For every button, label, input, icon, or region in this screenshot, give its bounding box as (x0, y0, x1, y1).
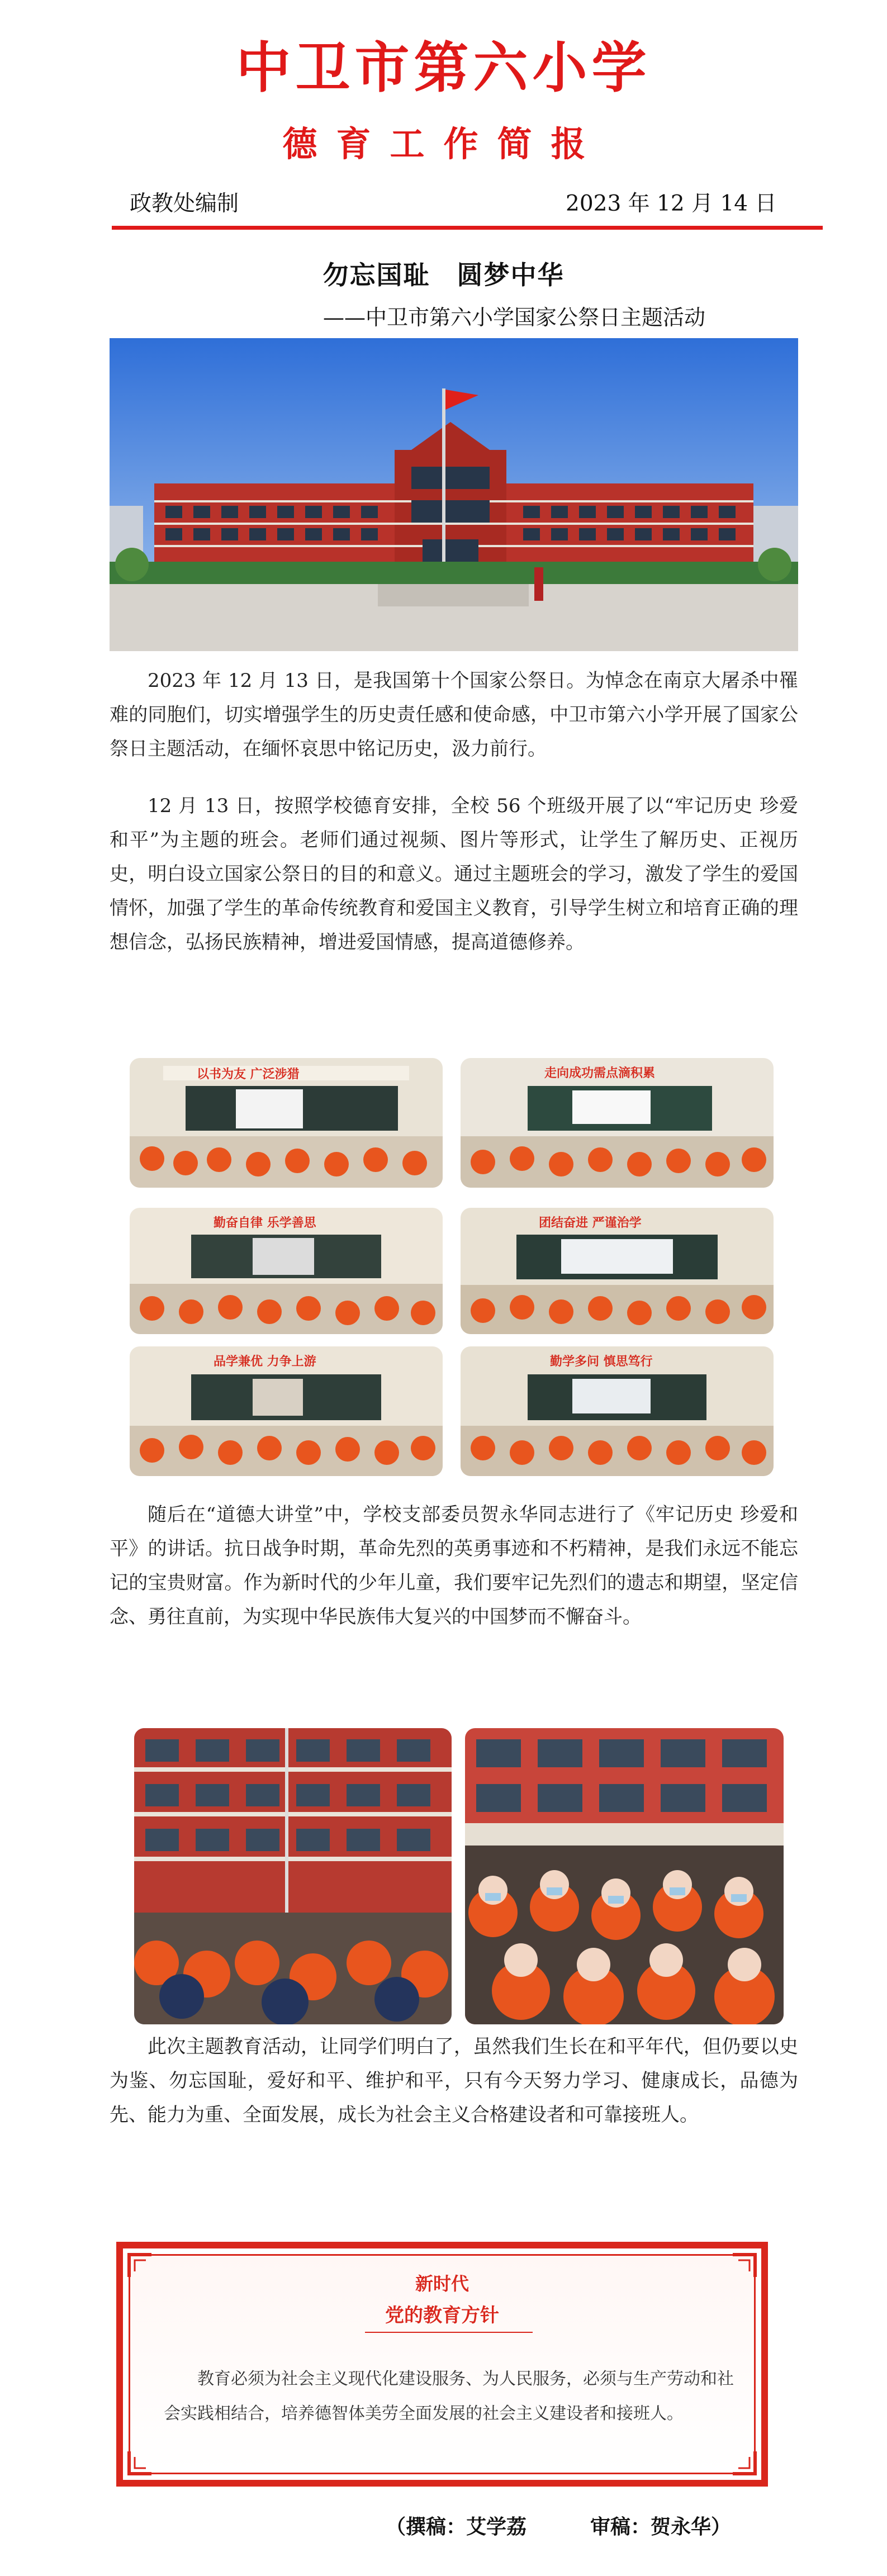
header-divider (112, 226, 823, 230)
classroom-photo-1 (130, 1058, 443, 1188)
issue-date: 2023 年 12 月 14 日 (566, 191, 777, 216)
article-subtitle: ——中卫市第六小学国家公祭日主题活动 (323, 305, 706, 330)
corner-ornament-icon (127, 2449, 154, 2476)
classroom-photo-5 (130, 1346, 443, 1476)
classroom-photo-2 (461, 1058, 774, 1188)
bulletin-name: 德育工作简报 (282, 124, 605, 164)
classroom-banner-1: 以书为友 广泛涉猎 (197, 1068, 300, 1081)
school-name: 中卫市第六小学 (236, 36, 651, 100)
classroom-photo-3 (130, 1208, 443, 1334)
classroom-banner-5: 品学兼优 力争上游 (214, 1355, 316, 1369)
paragraph-2: 12 月 13 日，按照学校德育安排，全校 56 个班级开展了以“牢记历史 珍爱和平”为主题的班会。老师们通过视频、图片等形式，让学生了解历史、正视历史，明白设立国家公祭日的目的和意义。通过主题班会的学习，激发了学生的爱国情怀，加强了学生的革命传统教育和爱国主义教育，引导学生树立和培育正确的理想信念，弘扬民族精神，增进爱国情感，提高道德修养。 (110, 795, 798, 953)
classroom-banner-3: 勤奋自律 乐学善思 (214, 1216, 316, 1230)
education-policy-box (116, 2242, 768, 2487)
credit-reviewer: 审稿：贺永华） (590, 2515, 732, 2539)
classroom-banner-2: 走向成功需点滴积累 (544, 1066, 656, 1080)
corner-ornament-icon (731, 2449, 757, 2476)
policy-heading: 党的教育方针 (385, 2304, 499, 2327)
assembly-photo-left (134, 1728, 452, 2024)
policy-heading-underline (365, 2332, 533, 2333)
policy-inner-border (129, 2254, 756, 2474)
assembly-photo-right (465, 1728, 784, 2024)
credit-writer: （撰稿：艾学荔 (386, 2515, 527, 2539)
paragraph-3: 随后在“道德大讲堂”中，学校支部委员贺永华同志进行了《牢记历史 珍爱和平》的讲话。抗日战争时期，革命先烈的英勇事迹和不朽精神，是我们永远不能忘记的宝贵财富。作为新时代的少年儿童，我们要牢记先烈们的遗志和期望，坚定信念、勇往直前，为实现中华民族伟大复兴的中国梦而不懈奋斗。 (110, 1503, 798, 1628)
paragraph-1: 2023 年 12 月 13 日，是我国第十个国家公祭日。为悼念在南京大屠杀中罹难的同胞们，切实增强学生的历史责任感和使命感，中卫市第六小学开展了国家公祭日主题活动，在缅怀哀思中铭记历史，汲力前行。 (110, 670, 798, 760)
paragraph-4: 此次主题教育活动，让同学们明白了，虽然我们生长在和平年代，但仍要以史为鉴、勿忘国耻，爱好和平、维护和平，只有今天努力学习、健康成长，品德为先、能力为重、全面发展，成长为社会主义合格建设者和可靠接班人。 (110, 2036, 798, 2126)
article-title: 勿忘国耻 圆梦中华 (322, 260, 565, 290)
classroom-banner-4: 团结奋进 严谨治学 (539, 1216, 642, 1230)
policy-heading-small: 新时代 (415, 2273, 469, 2294)
school-building-photo (110, 338, 798, 651)
editor-label: 政教处编制 (130, 191, 239, 216)
classroom-photo-6 (461, 1346, 774, 1476)
policy-body: 教育必须为社会主义现代化建设服务、为人民服务，必须与生产劳动和社会实践相结合，培养德智体美劳全面发展的社会主义建设者和接班人。 (164, 2369, 734, 2423)
classroom-photo-4 (461, 1208, 774, 1334)
classroom-banner-6: 勤学多问 慎思笃行 (550, 1355, 653, 1369)
